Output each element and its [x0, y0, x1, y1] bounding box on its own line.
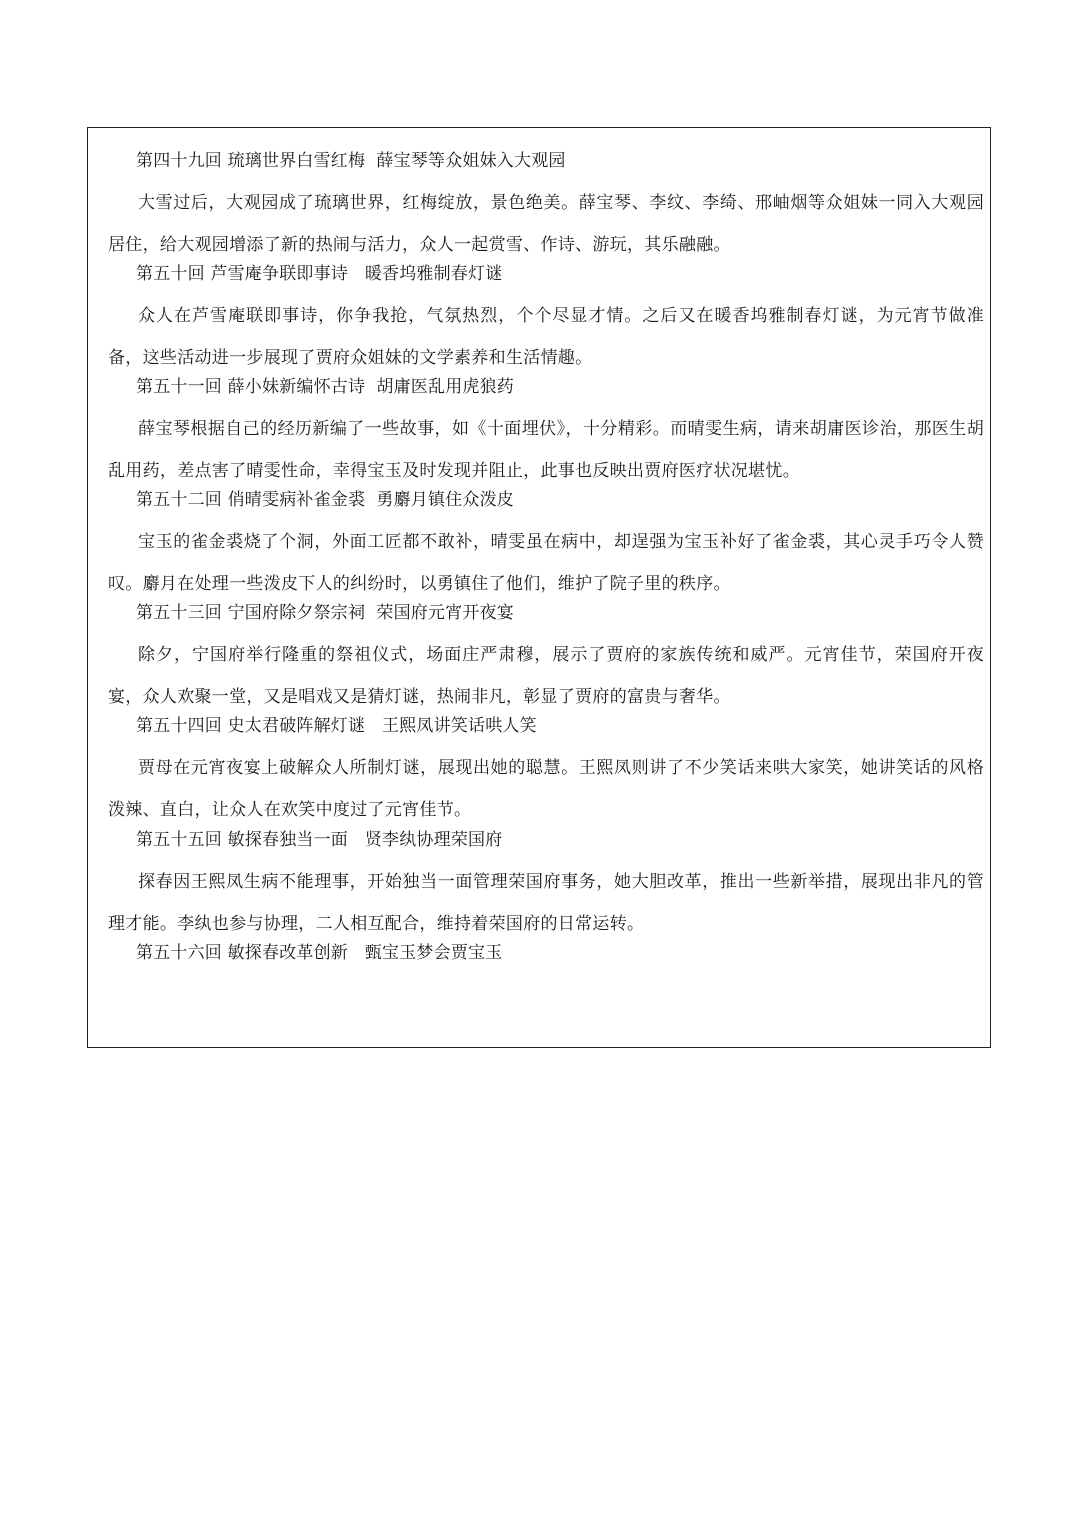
chapter-summary: 众人在芦雪庵联即事诗，你争我抢，气氛热烈，个个尽显才情。之后又在暖香坞雅制春灯谜，为元宵节做准备，这些活动进一步展现了贾府众姐妹的文学素养和生活情趣。 [108, 306, 984, 368]
chapter-summary: 探春因王熙凤生病不能理事，开始独当一面管理荣国府事务，她大胆改革，推出一些新举措，展现出非凡的管理才能。李纨也参与协理，二人相互配合，维持着荣国府的日常运转。 [108, 872, 984, 934]
chapter-title: 第五十二回 俏晴雯病补雀金裘 勇麝月镇住众泼皮 [136, 490, 515, 510]
chapter-summary: 大雪过后，大观园成了琉璃世界，红梅绽放，景色绝美。薛宝琴、李纹、李绮、邢岫烟等众姐妹一同入大观园居住，给大观园增添了新的热闹与活力，众人一起赏雪、作诗、游玩，其乐融融。 [108, 193, 984, 255]
chapter-title: 第五十六回 敏探春改革创新 甄宝玉梦会贾宝玉 [136, 943, 503, 963]
chapter-summary: 薛宝琴根据自己的经历新编了一些故事，如《十面埋伏》，十分精彩。而晴雯生病，请来胡庸医诊治，那医生胡乱用药，差点害了晴雯性命，幸得宝玉及时发现并阻止，此事也反映出贾府医疗状况堪忧。 [108, 419, 984, 481]
chapter-title: 第四十九回 琉璃世界白雪红梅 薛宝琴等众姐妹入大观园 [136, 151, 566, 171]
chapter-title: 第五十四回 史太君破阵解灯谜 王熙凤讲笑话哄人笑 [136, 716, 537, 736]
chapter-title: 第五十三回 宁国府除夕祭宗祠 荣国府元宵开夜宴 [136, 603, 515, 623]
chapter-summary: 宝玉的雀金裘烧了个洞，外面工匠都不敢补，晴雯虽在病中，却逞强为宝玉补好了雀金裘，其心灵手巧令人赞叹。麝月在处理一些泼皮下人的纠纷时，以勇镇住了他们，维护了院子里的秩序。 [108, 532, 984, 594]
chapter-summary: 贾母在元宵夜宴上破解众人所制灯谜，展现出她的聪慧。王熙凤则讲了不少笑话来哄大家笑，她讲笑话的风格泼辣、直白，让众人在欢笑中度过了元宵佳节。 [108, 758, 984, 820]
chapter-title: 第五十回 芦雪庵争联即事诗 暖香坞雅制春灯谜 [136, 264, 503, 284]
chapter-title: 第五十五回 敏探春独当一面 贤李纨协理荣国府 [136, 830, 503, 850]
chapter-title: 第五十一回 薛小妹新编怀古诗 胡庸医乱用虎狼药 [136, 377, 515, 397]
chapter-summary: 除夕，宁国府举行隆重的祭祖仪式，场面庄严肃穆，展示了贾府的家族传统和威严。元宵佳节，荣国府开夜宴，众人欢聚一堂，又是唱戏又是猜灯谜，热闹非凡，彰显了贾府的富贵与奢华。 [108, 645, 984, 707]
content-table [87, 127, 991, 1048]
